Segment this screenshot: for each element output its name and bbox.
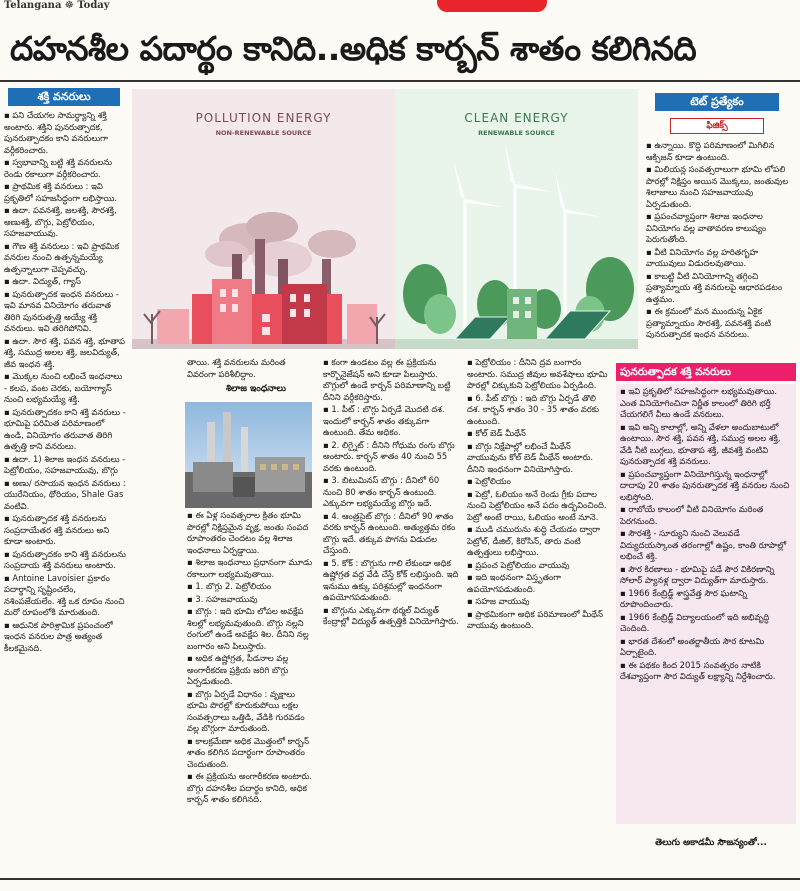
paragraph: ▪ కంగా ఉండటం వల్ల ఈ ప్రక్రియను కార్బొనైజేషన్ అని కూడా పిలుస్తారు. బొగ్గులో ఉండే కార్బన్ పరిమాణాన్ని బట్టి దీనిని వర్గీకరిస్తారు. <box>323 357 459 403</box>
paragraph: ▪ స్వభావాన్ని బట్టి శక్తి వనరులను రెండు రకాలుగా వర్గీకరించారు. <box>4 157 126 180</box>
paragraph: ▪ ఉదా. సౌర శక్తి, పవన శక్తి, భూతాప శక్తి, సముద్ర అలల శక్తి, జలవిద్యుత్, జీవ ఇంధన శక్తి. <box>4 336 126 371</box>
clean-subtitle: RENEWABLE SOURCE <box>478 129 555 137</box>
paragraph: ▪ ఈ ఏళ్ల సంవత్సరాల క్రితం భూమి పొరల్లో నిక్షిప్తమైన వృక్ష, జంతు సంపద రూపాంతరం చెందటం వల్ల శిలాజ ఇంధనాలు ఏర్పడ్డాయి. <box>187 510 315 556</box>
headline: దహనశీల పదార్థం కానిది..అధిక కార్బన్ శాతం కలిగినది <box>10 29 697 68</box>
paragraph: ▪ బొగ్గు ఏర్పడే విధానం : వృక్షాలు భూమి పొరల్లో కూరుకుపోయి లక్షల సంవత్సరాలు ఒత్తిడి, వేడికి గురవడం వల్ల బొగ్గుగా మారుతుంది. <box>187 689 315 735</box>
power-plant-icon <box>185 402 312 508</box>
paragraph: ▪ భారత దేశంలో అంతర్జాతీయ సౌర కూటమి ఏర్పాటైంది. <box>620 636 792 659</box>
renewable-section-title: పునరుత్పాదక శక్తి వనరులు <box>616 363 796 381</box>
factory-icon <box>132 89 395 349</box>
paragraph: ▪ సౌర కిరణాలు - భూమిపై పడే సౌర వికిరణాన్ని సోలార్ ప్యానళ్ల ద్వారా విద్యుత్‌గా మారుస్తారు. <box>620 564 792 587</box>
hero-illustration <box>132 89 638 349</box>
paragraph: ▪ పెట్రో, ఓలియం అనే రెండు గ్రీకు పదాల నుంచి పెట్రోలియం అనే పదం ఉద్భవించింది. పెట్రో అంటే రాయి, ఓలియం అంటే నూనె. <box>467 489 609 524</box>
paragraph: ▪ గౌణ శక్తి వనరులు : ఇవి ప్రాథమిక వనరుల నుంచి ఉత్పన్నమయ్యే ఉత్పన్నాలుగా చెప్పవచ్చు. <box>4 241 126 276</box>
paragraph: ▪ కోల్ బెడ్ మీథేన్ <box>467 428 609 440</box>
paragraph: ▪ 2. లిగ్నైట్ : దీనిని గోధుమ రంగు బొగ్గు అంటారు. కార్బన్ శాతం 40 నుంచి 55 వరకు ఉంటుంది. <box>323 440 459 475</box>
masthead-brand: Telangana ☸ Today <box>4 0 110 11</box>
clean-energy-panel <box>395 89 638 349</box>
paragraph: ▪ ఉదా. 1) శిలాజ ఇంధన వనరులు - పెట్రోలియం, సహజవాయువు, బొగ్గు <box>4 454 126 477</box>
paragraph: ▪ ప్రపంచవ్యాప్తంగా శిలాజ ఇంధనాల వినియోగం వల్ల వాతావరణ కాలుష్యం పెరుగుతోంది. <box>646 211 794 246</box>
paragraph: ▪ ఆధునిక పారిశ్రామిక ప్రపంచంలో ఇంధన వనరుల పాత్ర అత్యంత కీలకమైనది. <box>4 620 126 655</box>
paragraph: ▪ పెట్రోలియం <box>467 476 609 488</box>
paragraph: ▪ అధిక ఉష్ణోగ్రత, పీడనాల వల్ల అంగారీకరణ ప్రక్రియ జరిగి బొగ్గు ఏర్పడుతుంది. <box>187 653 315 688</box>
paragraph: ▪ 1. బొగ్గు 2. పెట్రోలియం <box>187 581 315 593</box>
power-plant-photo <box>185 402 312 508</box>
masthead <box>0 0 800 14</box>
paragraph: ▪ పునరుత్పాదకం కాని శక్తి వనరులు - భూమిపై పరిమిత పరిమాణంలో ఉండి, వినియోగం తరువాత తిరిగి ఉత్పత్తి కాని వనరులు. <box>4 407 126 453</box>
paragraph: ▪ మొక్కల నుంచి లభించే ఇంధనాలు - కలప, వంట చెరకు, బయోగ్యాస్ నుంచి లభ్యమయ్యే శక్తి. <box>4 371 126 406</box>
paragraph: ▪ ఇవి అన్ని కాలాల్లో, అన్ని వేళలా అందుబాటులో ఉంటాయి. సౌర శక్తి, పవన శక్తి, సముద్ర అలల శక్తి, వేడి నీటి బుగ్గలు, భూతాప శక్తి, జీవశక్తి వంటివి పునరుత్పాదక శక్తి వనరులు. <box>620 422 792 468</box>
col2-body <box>187 510 315 875</box>
renewable-section-body <box>616 384 796 824</box>
footer-rule <box>0 878 800 880</box>
paragraph: ▪ కాబట్టి వీటి వినియోగాన్ని తగ్గించి ప్రత్యామ్నాయ శక్తి వనరులపై ఆధారపడటం ఉత్తమం. <box>646 271 794 306</box>
paragraph: ▪ Antoine Lavoisier ప్రకారం పదార్థాన్ని సృష్టించలేం, నశింపజేయలేం. శక్తి ఒక రూపం నుంచి మరో రూపంలోకి మారుతుంది. <box>4 573 126 619</box>
paragraph: ▪ ప్రాథమికంగా అధిక పరిమాణంలో మీథేన్ వాయువు ఉంటుంది. <box>467 609 609 632</box>
pollution-title: POLLUTION ENERGY <box>195 111 332 125</box>
paragraph: ▪ ఉన్నాయి. కొద్ది పరిమాణంలో మిగిలిన ఆక్సిజన్ కూడా ఉంటుంది. <box>646 140 794 163</box>
physics-label: ఫిజిక్స్ <box>670 118 764 134</box>
paragraph: ▪ అణు/ రసాయన ఇంధన వనరులు : యురేనియం, థోరియం, Shale Gas వంటివి. <box>4 478 126 513</box>
paragraph: ▪ రాబోయే కాలంలో వీటి వినియోగం మరింత పెరగనుంది. <box>620 504 792 527</box>
paragraph: ▪ పెట్రోలియం : దీనిని ద్రవ బంగారం అంటారు. సముద్ర జీవుల అవశేషాలు భూమి పొరల్లో చిక్కుకుని పెట్రోలియం ఏర్పడింది. <box>467 357 609 392</box>
paragraph: ▪ ఉదా. విద్యుత్, గ్యాస్ <box>4 276 126 288</box>
paragraph: ▪ మిలియన్ల సంవత్సరాలుగా భూమి లోపలి పొరల్లో నిక్షిప్తం అయిన మొక్కలు, జంతువుల శిలాజాలు నుంచి సహజవాయువు ఏర్పడుతుంది. <box>646 164 794 210</box>
pollution-subtitle: NON-RENEWABLE SOURCE <box>215 129 312 137</box>
paragraph: ▪ పునరుత్పాదకం కాని శక్తి వనరులను సంప్రదాయ శక్తి వనరులు అంటారు. <box>4 549 126 572</box>
paragraph: ▪ 5. కోక్ : బొగ్గును గాలి లేకుండా అధిక ఉష్ణోగ్రత వద్ద వేడి చేస్తే కోక్ లభిస్తుంది. ఇది ఇనుము ఉక్కు పరిశ్రమల్లో ఇంధనంగా ఉపయోగపడుతుంది. <box>323 558 459 604</box>
paragraph: ▪ 4. ఆంత్రసైట్ బొగ్గు : దీనిలో 90 శాతం వరకు కార్బన్ ఉంటుంది. అత్యుత్తమ రకం బొగ్గు ఇదే. తక్కువ పొగను విడుదల చేస్తుంది. <box>323 511 459 557</box>
paragraph: ▪ ప్రపంచవ్యాప్తంగా వినియోగిస్తున్న ఇంధనాల్లో దాదాపు 20 శాతం పునరుత్పాదక శక్తి వనరుల నుంచి లభిస్తోంది. <box>620 469 792 504</box>
pollution-panel <box>132 89 395 349</box>
col3-body <box>323 357 459 875</box>
fossil-fuels-subhead: శిలాజ ఇంధనాలు <box>225 384 287 394</box>
headline-rule <box>0 80 800 82</box>
paragraph: ▪ శిలాజ ఇంధనాలు ప్రధానంగా మూడు రకాలుగా లభ్యమవుతాయి. <box>187 557 315 580</box>
paragraph: ▪ సౌరశక్తి - సూర్యుని నుంచి వెలువడే విద్యుదయస్కాంత తరంగాల్లో ఉష్ణం, కాంతి రూపాల్లో లభించే శక్తి. <box>620 528 792 563</box>
paragraph: ▪ ఇవి ప్రకృతిలో సహజసిద్ధంగా లభ్యమవుతాయి. ఎంత వినియోగించినా నిర్ణీత కాలంలో తిరిగి భర్తీ చేయగలిగే వీలు ఉండే వనరులు. <box>620 386 792 421</box>
paragraph: ▪ వీటి వినియోగం వల్ల హరితగృహ వాయువులు విడుదలవుతాయి. <box>646 247 794 270</box>
paragraph: ▪ ప్రాథమిక శక్తి వనరులు : ఇవి ప్రకృతిలో సహజసిద్ధంగా లభిస్తాయి. <box>4 181 126 204</box>
left-section-title: శక్తి వనరులు <box>8 88 120 106</box>
paragraph: ▪ ఇది ఇంధనంగా విస్తృతంగా ఉపయోగపడుతుంది. <box>467 572 609 595</box>
masthead-logo <box>437 0 547 12</box>
right-top-body <box>646 140 794 362</box>
paragraph: ▪ పని చేయగల సామర్థ్యాన్ని శక్తి అంటారు. శక్తిని పునరుత్పాదక, పునరుత్పాదకం కాని వనరులుగా వర్గీకరించారు. <box>4 110 126 156</box>
paragraph: ▪ కాలక్రమేణా అధిక మొత్తంలో కార్బన్ శాతం కలిగిన పదార్థంగా రూపాంతరం చెందుతుంది. <box>187 736 315 771</box>
col2-intro: తాయి. శక్తి వనరులను మరింత వివరంగా పరిశీలిద్దాం. <box>187 357 286 379</box>
paragraph: ▪ 6. పీట్ బొగ్గు : ఇది బొగ్గు ఏర్పడే తొలి దశ. కార్బన్ శాతం 30 - 35 శాతం వరకు ఉంటుంది. <box>467 393 609 428</box>
paragraph: ▪ ఈ క్రమంలో మన ముందున్న ఏకైక ప్రత్యామ్నాయం సౌరశక్తి, పవనశక్తి వంటి పునరుత్పాదక ఇంధన వనరులు. <box>646 306 794 341</box>
paragraph: ▪ ముడి చమురును శుద్ధి చేయడం ద్వారా పెట్రోల్, డీజిల్, కిరోసిన్, తారు వంటి ఉత్పత్తులు లభిస్తాయి. <box>467 524 609 559</box>
paragraph: ▪ 1966 కేంబ్రిడ్జ్ విద్యాలయంలో ఇది అభివృద్ధి చెందింది. <box>620 612 792 635</box>
col4-body <box>467 357 609 875</box>
telugu-academy-credit: తెలుగు అకాడమీ సౌజన్యంతో... <box>655 838 767 848</box>
paragraph: ▪ 3. బిటుమినస్ బొగ్గు : దీనిలో 60 నుంచి 80 శాతం కార్బన్ ఉంటుంది. ఎక్కువగా లభ్యమయ్యే బొగ్గు ఇదే. <box>323 475 459 510</box>
paragraph: ▪ ఉదా. పవనశక్తి, జలశక్తి, సౌరశక్తి, అణుశక్తి, బొగ్గు, పెట్రోలియం, సహజవాయువు. <box>4 205 126 240</box>
paragraph: ▪ 1966 కేంబ్రిడ్జ్ శాస్త్రవేత్త సౌర ఘటాన్ని రూపొందించారు. <box>620 588 792 611</box>
paragraph: ▪ ఈ పథకం కింద 2015 సంవత్సరం నాటికి దేశవ్యాప్తంగా సౌర విద్యుత్ లక్ష్యాన్ని నిర్దేశించారు. <box>620 660 792 683</box>
left-column <box>4 110 126 875</box>
paragraph: ▪ పునరుత్పాదక ఇంధన వనరులు - ఇవి మానవ వినియోగం తరువాత తిరిగి పునరుత్పత్తి అయ్యే శక్తి వనరులు. ఇవి తరిగిపోనివి. <box>4 289 126 335</box>
paragraph: ▪ ఈ ప్రక్రియను అంగారీకరణ అంటారు. బొగ్గు దహనశీల పదార్థం కానిది, అధిక కార్బన్ శాతం కలిగినది. <box>187 771 315 806</box>
tet-special-label: టెట్ ప్రత్యేకం <box>655 93 779 111</box>
paragraph: ▪ సహజ వాయువు <box>467 596 609 608</box>
paragraph: ▪ పునరుత్పాదక శక్తి వనరులను సంప్రదాయేతర శక్తి వనరులు అని కూడా అంటారు. <box>4 513 126 548</box>
paragraph: ▪ 1. పీట్ : బొగ్గు ఏర్పడే మొదటి దశ. ఇందులో కార్బన్ శాతం తక్కువగా ఉంటుంది. తేమ అధికం. <box>323 404 459 439</box>
paragraph: ▪ బొగ్గును ఎక్కువగా థర్మల్ విద్యుత్ కేంద్రాల్లో విద్యుత్ ఉత్పత్తికి వినియోగిస్తారు. <box>323 605 459 628</box>
paragraph: ▪ బొగ్గు : ఇది భూమి లోపల అవక్షేప శిలల్లో లభ్యమవుతుంది. బొగ్గు నల్లని రంగులో ఉండే అవక్షేప శిల. దీనిని నల్ల బంగారం అని పిలుస్తారు. <box>187 606 315 652</box>
paragraph: ▪ 3. సహజవాయువు <box>187 594 315 606</box>
wind-turbine-icon <box>395 89 638 349</box>
clean-title: CLEAN ENERGY <box>464 111 569 125</box>
paragraph: ▪ బొగ్గు నిక్షేపాల్లో లభించే మీథేన్ వాయువును కోల్ బెడ్ మీథేన్ అంటారు. దీనిని ఇంధనంగా వినియోగిస్తారు. <box>467 441 609 476</box>
paragraph: ▪ ప్రపంచ పెట్రోలియం వాయువు <box>467 560 609 572</box>
